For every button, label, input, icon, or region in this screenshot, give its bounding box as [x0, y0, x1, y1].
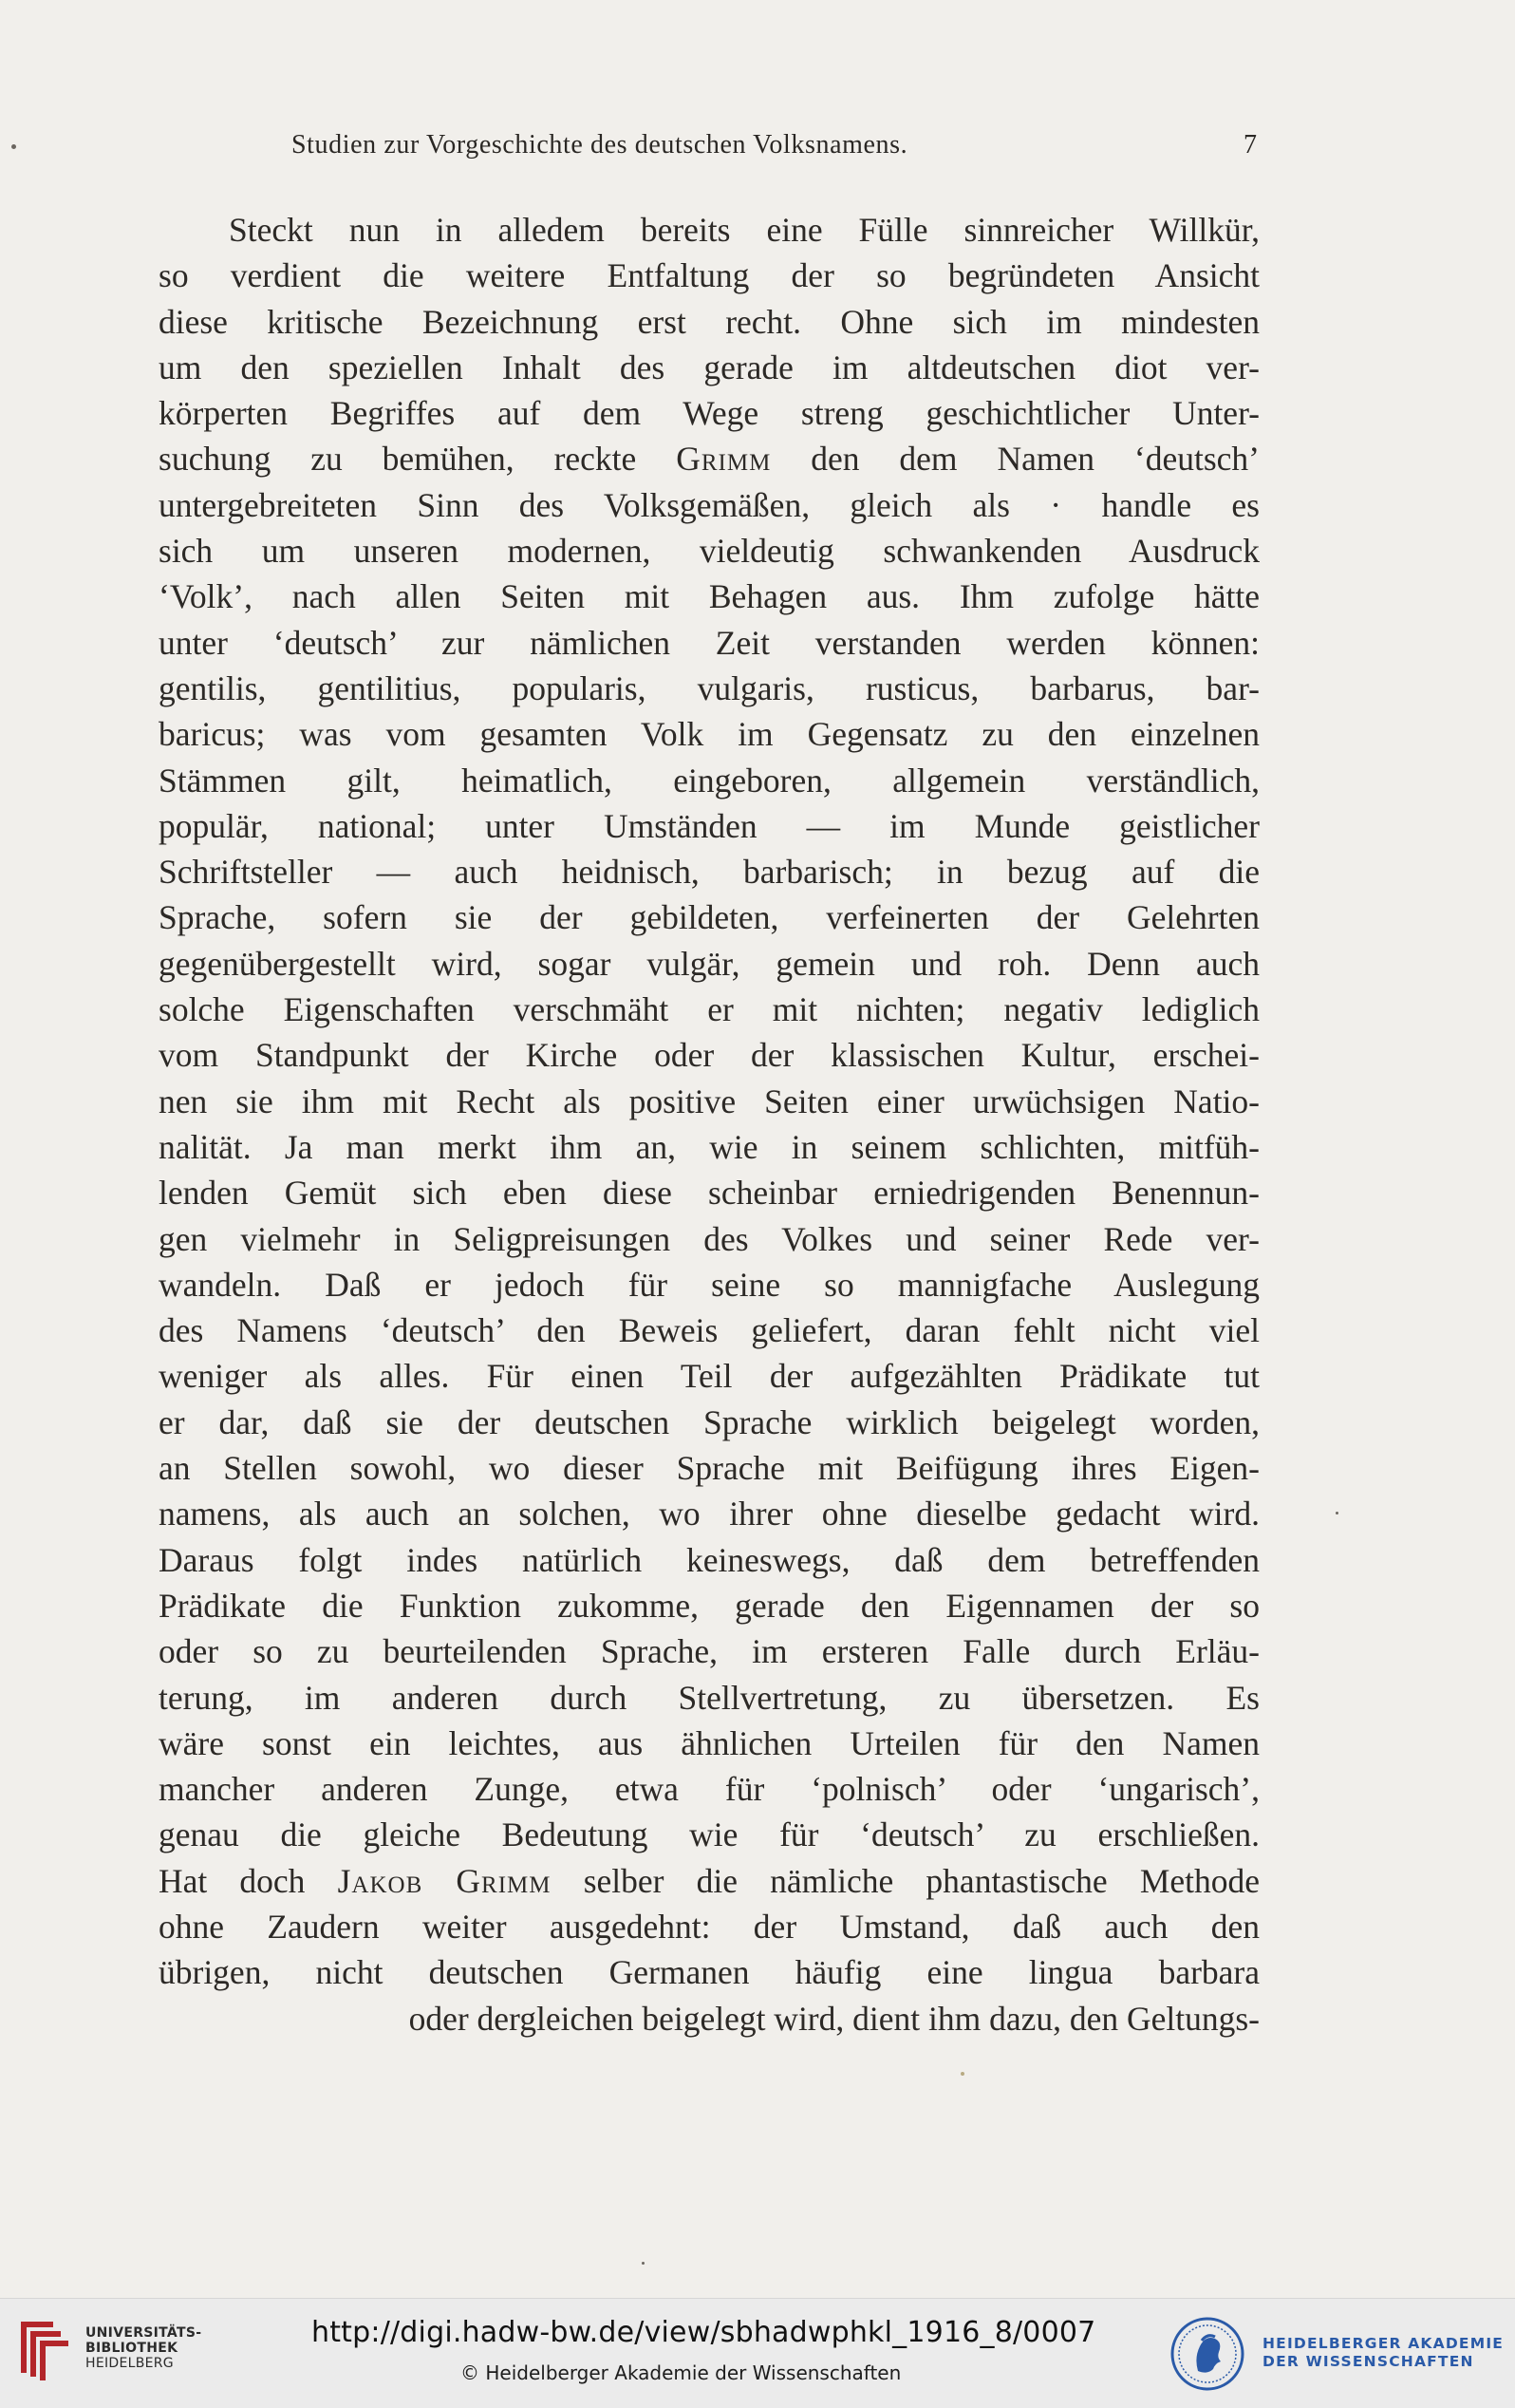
text-line — [159, 436, 1260, 481]
text-line: ‘Volk’, nach allen Seiten mit Behagen aus. Ihm zufolge hätte — [159, 577, 1260, 616]
text-line: Sprache, sofern sie der gebildeten, verfeinerten der Gelehrten — [159, 898, 1260, 937]
text-line: oder dergleichen beigelegt wird, dient ihm dazu, den Geltungs- — [408, 1999, 1260, 2038]
library-name-line: UNIVERSITÄTS- — [85, 2325, 202, 2341]
body-paragraph — [159, 207, 1260, 2041]
text-line: oder so zu beurteilenden Sprache, im ersteren Falle durch Erläu- — [159, 1632, 1260, 1671]
text-line: übrigen, nicht deutschen Germanen häufig eine lingua barbara — [159, 1953, 1260, 1992]
scan-speck — [1336, 1512, 1338, 1514]
text-line: er dar, daß sie der deutschen Sprache wirklich beigelegt worden, — [159, 1402, 1260, 1441]
text-line: gentilis, gentilitius, popularis, vulgaris, rusticus, barbarus, bar- — [159, 668, 1260, 707]
text-line: an Stellen sowohl, wo dieser Sprache mit Beifügung ihres Eigen- — [159, 1449, 1260, 1488]
text-line: Stämmen gilt, heimatlich, eingeboren, allgemein verständlich, — [159, 761, 1260, 800]
text-fragment: suchung zu bemühen, reckte — [159, 440, 637, 479]
text-line — [159, 1858, 1260, 1904]
copyright-notice: © Heidelberger Akademie der Wissenschaften — [460, 2361, 902, 2384]
viewer-footer — [0, 2298, 1515, 2408]
university-library-logo-icon — [15, 2320, 74, 2380]
library-name-line: HEIDELBERG — [85, 2356, 174, 2371]
author-name-smallcaps: Grimm — [676, 440, 772, 479]
running-head-title: Studien zur Vorgeschichte des deutschen Volksnamens. — [291, 130, 908, 160]
text-line: so verdient die weitere Entfaltung der so begründeten Ansicht — [159, 256, 1260, 295]
text-line: solche Eigenschaften verschmäht er mit nichten; negativ lediglich — [159, 990, 1260, 1029]
text-line: gen vielmehr in Seligpreisungen des Volkes und seiner Rede ver- — [159, 1219, 1260, 1258]
text-line: Steckt nun in alledem bereits eine Fülle sinnreicher Willkür, — [229, 211, 1260, 249]
text-line: diese kritische Bezeichnung erst recht. Ohne sich im mindesten — [159, 302, 1260, 341]
text-line: baricus; was vom gesamten Volk im Gegensatz zu den einzelnen — [159, 715, 1260, 754]
text-line: namens, als auch an solchen, wo ihrer ohne dieselbe gedacht wird. — [159, 1495, 1260, 1533]
text-line: populär, national; unter Umständen — im Munde geistlicher — [159, 806, 1260, 845]
text-line: mancher anderen Zunge, etwa für ‘polnisch’ oder ‘ungarisch’, — [159, 1770, 1260, 1809]
text-fragment: selber die nämliche phantastische Methode — [583, 1861, 1261, 1900]
text-line: untergebreiteten Sinn des Volksgemäßen, gleich als · handle es — [159, 485, 1260, 524]
academy-seal-icon — [1169, 2316, 1245, 2392]
academy-name-line: DER WISSENSCHAFTEN — [1262, 2353, 1474, 2370]
permalink-url[interactable]: http://digi.hadw-bw.de/view/sbhadwphkl_1916_8/0007 — [311, 2316, 1096, 2349]
text-line: Prädikate die Funktion zukomme, gerade den Eigennamen der so — [159, 1586, 1260, 1625]
text-line: nen sie ihm mit Recht als positive Seiten einer urwüchsigen Natio- — [159, 1082, 1260, 1120]
text-line: terung, im anderen durch Stellvertretung, zu übersetzen. Es — [159, 1678, 1260, 1717]
text-line: vom Standpunkt der Kirche oder der klassischen Kultur, erschei- — [159, 1036, 1260, 1075]
text-line: gegenübergestellt wird, sogar vulgär, gemein und roh. Denn auch — [159, 944, 1260, 983]
text-fragment: Hat doch — [159, 1861, 306, 1900]
library-name-line: BIBLIOTHEK — [85, 2341, 178, 2356]
text-line: des Namens ‘deutsch’ den Beweis geliefert, daran fehlt nicht viel — [159, 1311, 1260, 1350]
text-line: Schriftsteller — auch heidnisch, barbarisch; in bezug auf die — [159, 853, 1260, 892]
text-line: weniger als alles. Für einen Teil der aufgezählten Prädikate tut — [159, 1357, 1260, 1396]
text-line: Daraus folgt indes natürlich keineswegs, daß dem betreffenden — [159, 1540, 1260, 1579]
page-number: 7 — [1244, 130, 1258, 160]
scan-speck — [11, 144, 16, 149]
text-line: nalität. Ja man merkt ihm an, wie in seinem schlichten, mitfüh- — [159, 1127, 1260, 1166]
text-line: um den speziellen Inhalt des gerade im altdeutschen diot ver- — [159, 348, 1260, 386]
scan-speck — [961, 2072, 964, 2076]
running-head — [0, 130, 1515, 168]
text-line: lenden Gemüt sich eben diese scheinbar erniedrigenden Benennun- — [159, 1174, 1260, 1213]
text-line: wandeln. Daß er jedoch für seine so mannigfache Auslegung — [159, 1265, 1260, 1304]
text-line: genau die gleiche Bedeutung wie für ‘deutsch’ zu erschließen. — [159, 1815, 1260, 1854]
text-line: sich um unseren modernen, vieldeutig schwankenden Ausdruck — [159, 532, 1260, 571]
text-fragment: den dem Namen ‘deutsch’ — [811, 440, 1260, 479]
text-line: unter ‘deutsch’ zur nämlichen Zeit verstanden werden können: — [159, 623, 1260, 662]
scan-speck — [642, 2262, 645, 2265]
text-line: wäre sonst ein leichtes, aus ähnlichen Urteilen für den Namen — [159, 1723, 1260, 1762]
text-line: körperten Begriffes auf dem Wege streng geschichtlicher Unter- — [159, 394, 1260, 433]
text-line: ohne Zaudern weiter ausgedehnt: der Umstand, daß auch den — [159, 1907, 1260, 1946]
university-library-name — [85, 2325, 201, 2371]
academy-name — [1262, 2335, 1504, 2371]
author-name-smallcaps: Jakob Grimm — [337, 1861, 552, 1900]
academy-name-line: HEIDELBERGER AKADEMIE — [1262, 2335, 1505, 2352]
